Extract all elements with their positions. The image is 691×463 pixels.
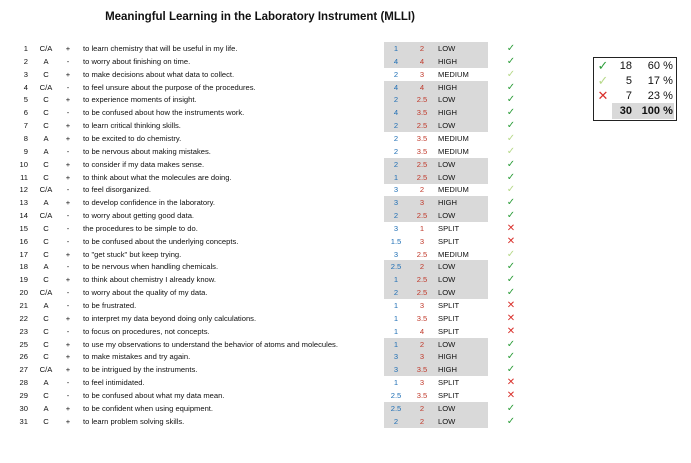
percent-sign: % bbox=[663, 75, 673, 87]
value-1: 1.5 bbox=[390, 236, 402, 246]
check-icon: ✓ bbox=[506, 43, 516, 54]
level-label: SPLIT bbox=[438, 301, 460, 310]
item-domain: C bbox=[43, 390, 49, 400]
cross-icon: ✕ bbox=[506, 312, 516, 324]
item-text: to think about what the molecules are doing. bbox=[83, 172, 232, 182]
level-label: SPLIT bbox=[438, 390, 460, 400]
table-row bbox=[0, 81, 530, 94]
summary-percent: 17 bbox=[647, 75, 660, 87]
item-sign: - bbox=[66, 223, 70, 233]
item-domain: C bbox=[43, 416, 49, 426]
level-label: LOW bbox=[438, 403, 456, 413]
value-2: 4 bbox=[419, 56, 425, 66]
value-2: 2.5 bbox=[416, 159, 428, 169]
level-label: HIGH bbox=[438, 108, 457, 118]
value-1: 1 bbox=[393, 172, 399, 182]
value-2: 3.5 bbox=[416, 133, 428, 143]
cross-icon: ✕ bbox=[506, 300, 516, 311]
value-1: 4 bbox=[393, 108, 399, 118]
table-row bbox=[0, 209, 530, 222]
summary-count: 5 bbox=[625, 75, 632, 87]
table-row bbox=[0, 119, 530, 132]
summary-percent: 23 bbox=[647, 90, 660, 102]
level-label: MEDIUM bbox=[438, 133, 469, 143]
table-row bbox=[0, 145, 530, 158]
item-domain: C bbox=[43, 352, 49, 362]
table-row bbox=[0, 338, 530, 351]
check-icon: ✓ bbox=[506, 81, 516, 93]
table-row bbox=[0, 402, 530, 415]
item-text: to be confused about what my data mean. bbox=[83, 390, 225, 400]
item-sign: + bbox=[65, 313, 71, 323]
value-2: 2 bbox=[419, 416, 425, 426]
value-1: 2 bbox=[393, 69, 399, 79]
check-icon: ✓ bbox=[506, 364, 516, 376]
level-label: HIGH bbox=[438, 82, 457, 92]
level-label: SPLIT bbox=[438, 223, 460, 233]
value-2: 3 bbox=[419, 301, 425, 310]
value-2: 2.5 bbox=[416, 249, 428, 259]
level-label: LOW bbox=[438, 211, 456, 221]
check-icon: ✓ bbox=[506, 55, 516, 67]
item-domain: A bbox=[43, 146, 49, 156]
summary-percent: 60 bbox=[647, 60, 660, 72]
item-number: 11 bbox=[20, 172, 28, 182]
item-text: to learn critical thinking skills. bbox=[83, 121, 181, 131]
value-2: 3 bbox=[419, 378, 425, 388]
check-icon: ✓ bbox=[506, 351, 516, 363]
table-row bbox=[0, 132, 530, 145]
value-1: 1 bbox=[393, 301, 399, 310]
level-label: MEDIUM bbox=[438, 146, 469, 156]
item-number: 25 bbox=[19, 339, 28, 349]
item-domain: C bbox=[43, 313, 49, 323]
value-1: 1 bbox=[393, 275, 399, 285]
value-1: 3 bbox=[393, 223, 399, 233]
item-number: 3 bbox=[23, 69, 28, 79]
item-sign: + bbox=[65, 198, 71, 208]
item-sign: - bbox=[66, 288, 70, 298]
value-1: 2 bbox=[393, 288, 399, 298]
value-1: 4 bbox=[393, 82, 399, 92]
item-text: to be confused about how the instruments work. bbox=[83, 108, 245, 118]
value-2: 2.5 bbox=[416, 172, 428, 182]
percent-sign: % bbox=[663, 60, 673, 72]
item-domain: A bbox=[43, 198, 49, 208]
value-2: 3.5 bbox=[416, 108, 428, 118]
item-number: 20 bbox=[19, 288, 28, 298]
item-sign: + bbox=[65, 339, 71, 349]
level-label: LOW bbox=[438, 95, 456, 105]
item-domain: C bbox=[43, 223, 49, 233]
light-check-icon: ✓ bbox=[506, 248, 516, 260]
level-label: LOW bbox=[438, 262, 456, 272]
item-number: 31 bbox=[19, 416, 28, 426]
light-check-icon: ✓ bbox=[506, 132, 516, 144]
table-row bbox=[0, 260, 530, 273]
item-sign: + bbox=[65, 352, 71, 362]
item-number: 21 bbox=[19, 301, 28, 310]
item-domain: A bbox=[43, 56, 49, 66]
check-icon: ✓ bbox=[597, 58, 609, 73]
cross-icon: ✕ bbox=[506, 325, 516, 337]
value-2: 3.5 bbox=[416, 146, 428, 156]
item-number: 15 bbox=[19, 223, 28, 233]
item-text: to learn chemistry that will be useful in my life. bbox=[83, 44, 238, 53]
table-row bbox=[0, 415, 530, 428]
value-2: 4 bbox=[419, 326, 425, 336]
check-icon: ✓ bbox=[506, 261, 516, 273]
value-1: 1 bbox=[393, 339, 399, 349]
item-sign: + bbox=[65, 416, 71, 426]
item-sign: + bbox=[65, 365, 71, 375]
check-icon: ✓ bbox=[506, 210, 516, 222]
value-2: 3 bbox=[419, 236, 425, 246]
item-number: 7 bbox=[23, 121, 28, 131]
value-2: 2.5 bbox=[416, 275, 428, 285]
item-domain: C bbox=[43, 121, 49, 131]
value-2: 3.5 bbox=[416, 313, 428, 323]
item-number: 12 bbox=[19, 185, 28, 195]
item-text: to consider if my data makes sense. bbox=[83, 159, 205, 169]
level-label: LOW bbox=[438, 44, 456, 53]
value-1: 2 bbox=[393, 159, 399, 169]
level-label: HIGH bbox=[438, 56, 457, 66]
item-sign: - bbox=[66, 326, 70, 336]
table-row bbox=[0, 286, 530, 299]
item-number: 27 bbox=[19, 365, 28, 375]
item-domain: C bbox=[43, 275, 49, 285]
value-1: 2 bbox=[393, 133, 399, 143]
item-sign: + bbox=[65, 249, 71, 259]
value-2: 2 bbox=[419, 262, 425, 272]
value-1: 2.5 bbox=[390, 403, 402, 413]
item-domain: C bbox=[43, 326, 49, 336]
check-icon: ✓ bbox=[506, 158, 516, 170]
item-text: to make mistakes and try again. bbox=[83, 352, 191, 362]
item-sign: - bbox=[66, 211, 70, 221]
item-text: to be excited to do chemistry. bbox=[83, 133, 182, 143]
item-domain: C bbox=[43, 249, 49, 259]
item-number: 8 bbox=[23, 133, 28, 143]
item-text: to be intrigued by the instruments. bbox=[83, 365, 198, 375]
value-2: 2 bbox=[419, 44, 425, 53]
item-sign: + bbox=[65, 159, 71, 169]
item-text: to make decisions about what data to collect. bbox=[83, 69, 235, 79]
table-row bbox=[0, 222, 530, 235]
item-domain: C bbox=[43, 69, 49, 79]
table-row bbox=[0, 273, 530, 286]
table-row bbox=[0, 363, 530, 376]
level-label: LOW bbox=[438, 416, 456, 426]
item-text: to be confused about the underlying concepts. bbox=[83, 236, 239, 246]
value-2: 3 bbox=[419, 198, 425, 208]
level-label: SPLIT bbox=[438, 236, 460, 246]
value-1: 1 bbox=[393, 378, 399, 388]
item-text: to interpret my data beyond doing only calculations. bbox=[83, 313, 257, 323]
table-row bbox=[0, 350, 530, 363]
item-domain: C bbox=[43, 108, 49, 118]
light-check-icon: ✓ bbox=[506, 145, 516, 157]
value-1: 3 bbox=[393, 198, 399, 208]
item-text: to be nervous about making mistakes. bbox=[83, 146, 211, 156]
item-sign: - bbox=[66, 390, 70, 400]
level-label: HIGH bbox=[438, 365, 457, 375]
item-domain: C/A bbox=[39, 82, 53, 92]
item-sign: + bbox=[65, 95, 71, 105]
table-row bbox=[0, 325, 530, 338]
item-domain: C bbox=[43, 95, 49, 105]
table-row bbox=[0, 312, 530, 325]
item-domain: A bbox=[43, 378, 49, 388]
table-row bbox=[0, 248, 530, 261]
table-row bbox=[0, 235, 530, 248]
level-label: HIGH bbox=[438, 198, 457, 208]
level-label: HIGH bbox=[438, 352, 457, 362]
summary-percent: 100 bbox=[641, 105, 660, 117]
value-1: 2 bbox=[393, 211, 399, 221]
table-row bbox=[0, 171, 530, 184]
check-icon: ✓ bbox=[506, 94, 516, 106]
value-2: 1 bbox=[419, 223, 425, 233]
item-number: 4 bbox=[23, 82, 28, 92]
value-1: 1 bbox=[393, 313, 399, 323]
value-1: 3 bbox=[393, 365, 399, 375]
item-number: 28 bbox=[19, 378, 28, 388]
item-domain: A bbox=[43, 133, 49, 143]
cross-icon: ✕ bbox=[506, 377, 516, 389]
item-sign: - bbox=[66, 108, 70, 118]
table-row bbox=[0, 158, 530, 171]
value-1: 1 bbox=[393, 44, 399, 53]
table-row bbox=[0, 55, 530, 68]
value-1: 3 bbox=[393, 185, 399, 195]
value-2: 2 bbox=[419, 339, 425, 349]
value-1: 2 bbox=[393, 95, 399, 105]
item-sign: + bbox=[65, 44, 71, 53]
check-icon: ✓ bbox=[506, 402, 516, 414]
cross-icon: ✕ bbox=[506, 235, 516, 247]
item-number: 26 bbox=[19, 352, 28, 362]
item-text: to worry about the quality of my data. bbox=[83, 288, 208, 298]
item-sign: + bbox=[65, 121, 71, 131]
item-domain: C/A bbox=[39, 288, 53, 298]
light-check-icon: ✓ bbox=[506, 68, 516, 80]
table-row bbox=[0, 106, 530, 119]
item-number: 18 bbox=[19, 262, 28, 272]
level-label: SPLIT bbox=[438, 313, 460, 323]
check-icon: ✓ bbox=[506, 274, 516, 286]
item-domain: A bbox=[43, 403, 49, 413]
summary-row bbox=[594, 73, 676, 89]
item-sign: - bbox=[66, 301, 70, 310]
table-row bbox=[0, 183, 530, 196]
item-sign: + bbox=[65, 172, 71, 182]
item-text: to use my observations to understand the behavior of atoms and molecules. bbox=[83, 339, 338, 349]
item-domain: C/A bbox=[39, 365, 53, 375]
item-sign: - bbox=[66, 262, 70, 272]
item-text: to learn problem solving skills. bbox=[83, 416, 185, 426]
item-number: 16 bbox=[19, 236, 28, 246]
level-label: LOW bbox=[438, 288, 456, 298]
summary-box bbox=[593, 57, 677, 121]
check-icon: ✓ bbox=[506, 171, 516, 183]
item-text: to think about chemistry I already know. bbox=[83, 275, 216, 285]
item-text: to be nervous when handling chemicals. bbox=[83, 262, 219, 272]
item-number: 29 bbox=[19, 390, 28, 400]
value-2: 2.5 bbox=[416, 95, 428, 105]
value-2: 3.5 bbox=[416, 365, 428, 375]
item-number: 9 bbox=[23, 146, 28, 156]
item-domain: A bbox=[43, 301, 49, 310]
value-2: 3.5 bbox=[416, 390, 428, 400]
item-number: 6 bbox=[23, 108, 28, 118]
check-icon: ✓ bbox=[506, 197, 516, 209]
item-number: 30 bbox=[19, 403, 28, 413]
item-number: 1 bbox=[23, 44, 28, 53]
item-sign: - bbox=[66, 378, 70, 388]
value-1: 2.5 bbox=[390, 262, 402, 272]
item-domain: C bbox=[43, 159, 49, 169]
cross-icon: ✕ bbox=[506, 222, 516, 234]
item-text: to be confident when using equipment. bbox=[83, 403, 214, 413]
light-check-icon: ✓ bbox=[597, 73, 609, 88]
level-label: LOW bbox=[438, 121, 456, 131]
item-number: 17 bbox=[19, 249, 28, 259]
level-label: MEDIUM bbox=[438, 69, 469, 79]
item-text: to feel intimidated. bbox=[83, 378, 145, 388]
value-2: 2.5 bbox=[416, 121, 428, 131]
item-number: 10 bbox=[19, 159, 28, 169]
item-domain: C bbox=[43, 172, 49, 182]
level-label: SPLIT bbox=[438, 378, 460, 388]
item-sign: - bbox=[66, 56, 70, 66]
item-number: 19 bbox=[19, 275, 28, 285]
item-sign: + bbox=[65, 403, 71, 413]
check-icon: ✓ bbox=[506, 338, 516, 350]
level-label: LOW bbox=[438, 275, 456, 285]
table-row bbox=[0, 196, 530, 209]
check-icon: ✓ bbox=[506, 120, 516, 132]
page-title: Meaningful Learning in the Laboratory Instrument (MLLI) bbox=[105, 11, 415, 23]
item-number: 5 bbox=[23, 95, 28, 105]
item-domain: C/A bbox=[39, 44, 53, 53]
summary-count: 7 bbox=[625, 90, 632, 102]
value-1: 2.5 bbox=[390, 390, 402, 400]
item-sign: + bbox=[65, 133, 71, 143]
item-text: to "get stuck" but keep trying. bbox=[83, 249, 182, 259]
cross-icon: ✕ bbox=[506, 389, 516, 401]
level-label: SPLIT bbox=[438, 326, 460, 336]
item-text: to be frustrated. bbox=[83, 301, 137, 310]
level-label: MEDIUM bbox=[438, 185, 469, 195]
table-row bbox=[0, 93, 530, 106]
level-label: LOW bbox=[438, 172, 456, 182]
item-text: to focus on procedures, not concepts. bbox=[83, 326, 210, 336]
value-2: 4 bbox=[419, 82, 425, 92]
table-row bbox=[0, 376, 530, 389]
level-label: MEDIUM bbox=[438, 249, 469, 259]
value-1: 3 bbox=[393, 352, 399, 362]
item-sign: - bbox=[66, 82, 70, 92]
item-domain: A bbox=[43, 262, 49, 272]
item-domain: C bbox=[43, 339, 49, 349]
table-row bbox=[0, 42, 530, 55]
item-text: to worry about getting good data. bbox=[83, 211, 195, 221]
value-2: 3 bbox=[419, 352, 425, 362]
value-1: 1 bbox=[393, 326, 399, 336]
item-domain: C/A bbox=[39, 211, 53, 221]
cross-icon: ✕ bbox=[597, 88, 609, 103]
check-icon: ✓ bbox=[506, 287, 516, 299]
table-row bbox=[0, 389, 530, 402]
value-1: 2 bbox=[393, 416, 399, 426]
percent-sign: % bbox=[663, 105, 673, 117]
check-icon: ✓ bbox=[506, 415, 516, 427]
summary-count: 30 bbox=[619, 105, 632, 117]
value-1: 2 bbox=[393, 121, 399, 131]
value-2: 2 bbox=[419, 185, 425, 195]
item-text: the procedures to be simple to do. bbox=[83, 223, 198, 233]
value-2: 2 bbox=[419, 403, 425, 413]
item-text: to develop confidence in the laboratory. bbox=[83, 198, 215, 208]
percent-sign: % bbox=[663, 90, 673, 102]
item-sign: - bbox=[66, 146, 70, 156]
item-number: 22 bbox=[19, 313, 28, 323]
value-2: 3 bbox=[419, 69, 425, 79]
item-domain: C bbox=[43, 236, 49, 246]
value-2: 2.5 bbox=[416, 211, 428, 221]
summary-row bbox=[594, 88, 676, 104]
summary-total-row bbox=[594, 103, 676, 119]
item-sign: + bbox=[65, 69, 71, 79]
value-1: 4 bbox=[393, 56, 399, 66]
table-row bbox=[0, 68, 530, 81]
check-icon: ✓ bbox=[506, 107, 516, 119]
value-1: 3 bbox=[393, 249, 399, 259]
value-1: 2 bbox=[393, 146, 399, 156]
item-text: to worry about finishing on time. bbox=[83, 56, 191, 66]
light-check-icon: ✓ bbox=[506, 184, 516, 196]
item-sign: - bbox=[66, 236, 70, 246]
item-number: 23 bbox=[19, 326, 28, 336]
item-text: to feel disorganized. bbox=[83, 185, 151, 195]
item-number: 2 bbox=[23, 56, 28, 66]
item-number: 14 bbox=[19, 211, 28, 221]
level-label: LOW bbox=[438, 159, 456, 169]
item-text: to experience moments of insight. bbox=[83, 95, 197, 105]
table-row bbox=[0, 299, 530, 312]
item-number: 13 bbox=[19, 198, 28, 208]
item-domain: C/A bbox=[39, 185, 53, 195]
item-sign: - bbox=[66, 185, 70, 195]
summary-row bbox=[594, 58, 676, 74]
value-2: 2.5 bbox=[416, 288, 428, 298]
summary-count: 18 bbox=[619, 60, 632, 72]
level-label: LOW bbox=[438, 339, 456, 349]
item-text: to feel unsure about the purpose of the procedures. bbox=[83, 82, 256, 92]
item-sign: + bbox=[65, 275, 71, 285]
